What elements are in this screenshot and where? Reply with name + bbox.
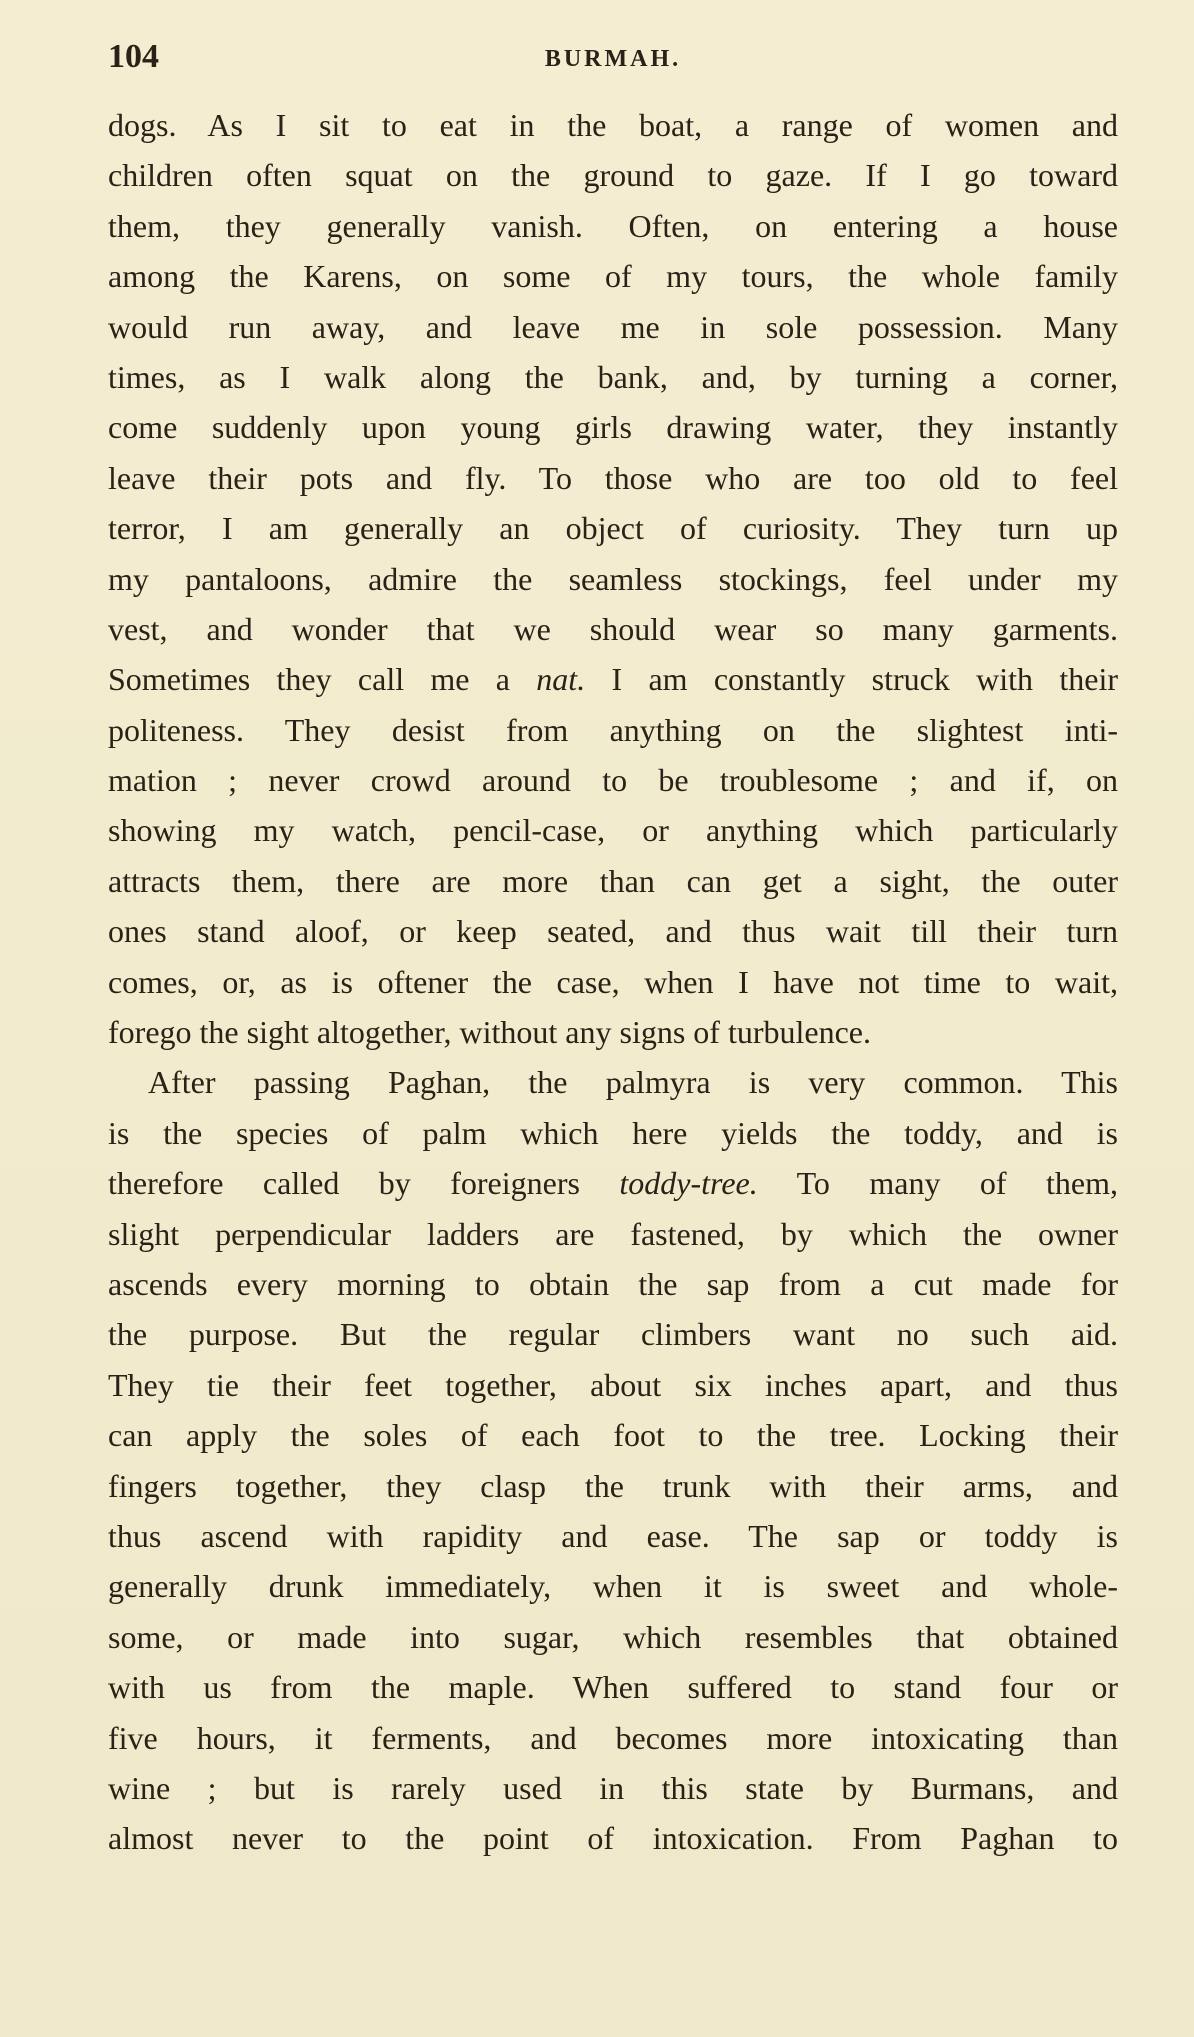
text-line: After passing Paghan, the palmyra is very common. This: [148, 1064, 1118, 1101]
text-segment: I am constantly struck with their: [585, 661, 1118, 698]
text-line: times, as I walk along the bank, and, by turning a corner,: [108, 358, 1118, 395]
text-line: come suddenly upon young girls drawing water, they instantly: [108, 409, 1118, 446]
text-line: ascends every morning to obtain the sap from a cut made for: [108, 1265, 1118, 1302]
text-line: [108, 1158, 1118, 1208]
text-line: terror, I am generally an object of curiosity. They turn up: [108, 510, 1118, 547]
text-line: They tie their feet together, about six inches apart, and thus: [108, 1366, 1118, 1403]
text-line: five hours, it ferments, and becomes more intoxicating than: [108, 1719, 1118, 1756]
text-line: forego the sight altogether, without any signs of turbulence.: [108, 1014, 871, 1051]
text-line: almost never to the point of intoxication. From Paghan to: [108, 1820, 1118, 1857]
text-line: vest, and wonder that we should wear so many garments.: [108, 610, 1118, 647]
body-text: [108, 100, 1118, 1864]
italic-word-nat: nat.: [536, 661, 586, 698]
text-line: attracts them, there are more than can get a sight, the outer: [108, 862, 1118, 899]
text-segment: To many of them,: [757, 1165, 1118, 1202]
text-line: dogs. As I sit to eat in the boat, a range of women and: [108, 107, 1118, 143]
text-line: among the Karens, on some of my tours, the whole family: [108, 258, 1118, 295]
text-line: slight perpendicular ladders are fastened, by which the owner: [108, 1215, 1118, 1252]
text-line: mation ; never crowd around to be troublesome ; and if, on: [108, 762, 1118, 799]
text-line: my pantaloons, admire the seamless stockings, feel under my: [108, 560, 1118, 597]
text-line: the purpose. But the regular climbers want no such aid.: [108, 1316, 1118, 1353]
text-line: would run away, and leave me in sole possession. Many: [108, 308, 1118, 345]
text-line: comes, or, as is oftener the case, when I have not time to wait,: [108, 963, 1118, 1000]
text-segment: Sometimes they call me a: [108, 661, 537, 698]
running-title: BURMAH.: [544, 46, 682, 72]
italic-word-toddy-tree: toddy-tree.: [619, 1165, 758, 1202]
text-line: ones stand aloof, or keep seated, and thus wait till their turn: [108, 913, 1118, 950]
text-line: can apply the soles of each foot to the tree. Locking their: [108, 1417, 1118, 1454]
page-number: 104: [108, 38, 159, 75]
text-line: fingers together, they clasp the trunk with their arms, and: [108, 1467, 1118, 1504]
text-line: thus ascend with rapidity and ease. The sap or toddy is: [108, 1517, 1118, 1554]
text-line: them, they generally vanish. Often, on entering a house: [108, 207, 1118, 244]
text-line: children often squat on the ground to gaze. If I go toward: [108, 157, 1118, 194]
running-head: [108, 38, 1118, 88]
text-segment: therefore called by foreigners: [108, 1165, 620, 1202]
text-line: generally drunk immediately, when it is sweet and whole-: [108, 1568, 1118, 1605]
text-line: politeness. They desist from anything on the slightest inti-: [108, 711, 1118, 748]
text-line: [108, 654, 1118, 704]
text-line: showing my watch, pencil-case, or anything which particularly: [108, 812, 1118, 849]
text-line: some, or made into sugar, which resembles that obtained: [108, 1618, 1118, 1655]
text-line: wine ; but is rarely used in this state by Burmans, and: [108, 1769, 1118, 1806]
text-line: is the species of palm which here yields the toddy, and is: [108, 1114, 1118, 1151]
text-line: with us from the maple. When suffered to stand four or: [108, 1669, 1118, 1706]
text-line: leave their pots and fly. To those who are too old to feel: [108, 459, 1118, 496]
